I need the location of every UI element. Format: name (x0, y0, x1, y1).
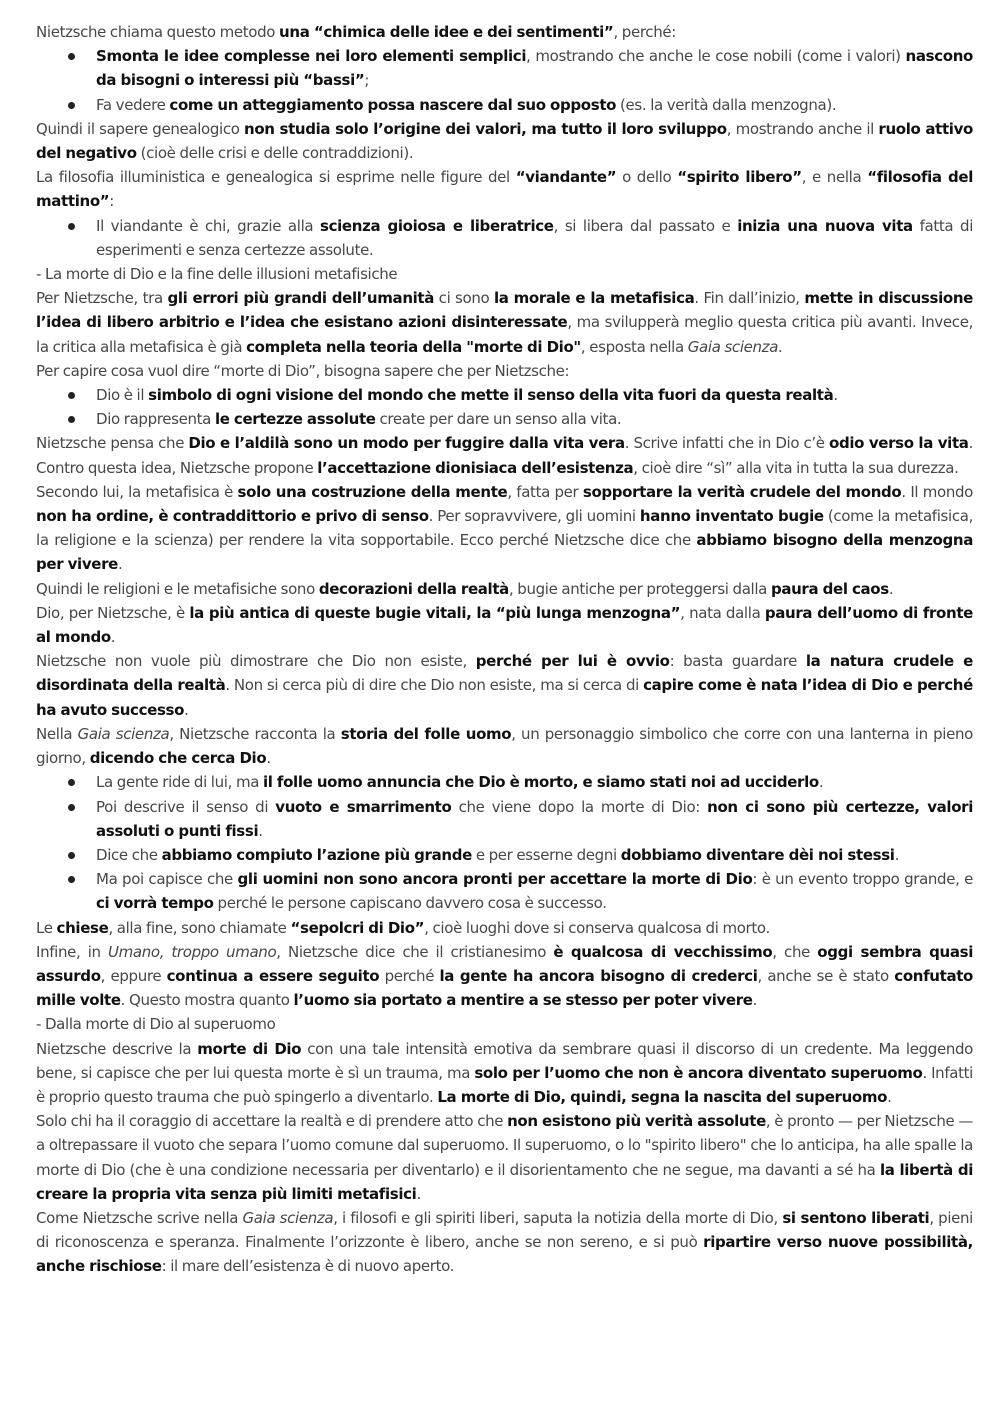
text-run: La gente ride di lui, ma (96, 773, 263, 792)
text-run: Secondo lui, la metafisica è (36, 482, 238, 501)
bullet-list (36, 214, 973, 262)
text-run: Per capire cosa vuol dire “morte di Dio”, bisogna sapere che per Nietzsche: (36, 361, 570, 380)
text-run: . (888, 579, 894, 598)
bullet-list (36, 383, 973, 431)
text-run: . (266, 749, 271, 768)
bold-text: non esistono più verità assolute (507, 1112, 766, 1131)
text-run: La filosofia illuministica e genealogica si esprime nelle figure del (36, 168, 516, 187)
text-run: - Dalla morte di Dio al superuomo (36, 1015, 276, 1034)
bold-text: odio verso la vita (828, 434, 969, 453)
bold-text: capire come è nata l’idea di Dio e perché ha avuto successo (36, 676, 973, 719)
bold-text: “sepolcri di Dio” (290, 918, 425, 937)
bold-text: si sentono liberati (782, 1208, 930, 1227)
text-run: , un personaggio simbolico che corre con una lanterna in pieno giorno, (36, 724, 973, 768)
list-item (96, 44, 973, 92)
bullet-list (36, 44, 973, 117)
paragraph (36, 577, 973, 601)
text-run: . (778, 337, 783, 356)
text-run: (cioè delle crisi e delle contraddizioni). (136, 144, 414, 163)
bold-text: dicendo che cerca Dio (89, 749, 267, 768)
bold-text: è qualcosa di vecchissimo (553, 942, 773, 961)
text-run: Dice che (96, 845, 162, 864)
text-run: . Non si cerca più di dire che Dio non esiste, ma si cerca di (225, 676, 644, 695)
text-run: Nietzsche chiama questo metodo (36, 23, 280, 41)
bold-text: l’uomo sia portato a mentire a se stesso per poter vivere (293, 991, 753, 1010)
text-run: . (833, 386, 838, 405)
bold-text: paura dell’uomo di fronte al mondo (36, 603, 973, 647)
text-run: perché le persone capiscano davvero cosa è successo. (213, 894, 607, 913)
bold-text: paura del caos (770, 579, 889, 598)
bold-text: gli errori più grandi dell’umanità (167, 289, 435, 308)
bold-text: Dio e l’aldilà sono un modo per fuggire dalla vita vera (188, 434, 625, 453)
text-run: , anche se è stato (757, 966, 895, 985)
text-run: , mostrando che anche le cose nobili (come i valori) (526, 47, 906, 66)
bold-text: una “chimica delle idee e dei sentimenti” (279, 23, 614, 41)
text-run: . Fin dall’inizio, (694, 289, 805, 308)
text-run: , perché: (613, 23, 676, 41)
text-run: . (416, 1184, 421, 1203)
bold-text: la gente ha ancora bisogno di crederci (439, 966, 758, 985)
text-run: perché (379, 966, 440, 985)
bold-text: la morale e la metafisica (493, 289, 695, 308)
paragraph (36, 1109, 973, 1206)
bold-text: “spirito libero” (677, 168, 802, 187)
bold-text: sopportare la verità crudele del mondo (582, 482, 902, 501)
text-run: (es. la verità dalla menzogna). (616, 95, 837, 114)
text-run: : basta guardare (669, 652, 806, 671)
bold-text: “viandante” (515, 168, 617, 187)
list-item (96, 214, 973, 262)
text-run: Per Nietzsche, tra (36, 289, 168, 308)
paragraph (36, 20, 973, 44)
bold-text: oggi sembra quasi assurdo (36, 942, 974, 985)
text-run: Il viandante è chi, grazie alla (96, 216, 321, 235)
list-item (96, 843, 973, 867)
text-run: Quindi il sapere genealogico (36, 119, 244, 138)
text-run: (come la metafisica, la religione e la scienza) per rendere la vita sopportabile. Ecco perché Nietzsche dice che (36, 507, 973, 550)
paragraph (36, 940, 973, 1013)
section-heading (36, 1012, 973, 1036)
paragraph (36, 1037, 973, 1110)
bold-text: perché per lui è ovvio (475, 652, 670, 671)
bold-text: La morte di Dio, quindi, segna la nascita del superuomo (437, 1087, 888, 1106)
text-run: , mostrando anche il (726, 119, 879, 138)
text-run: , si libera dal passato e (553, 216, 738, 235)
bold-text: solo per l’uomo che non è ancora diventato superuomo (474, 1063, 923, 1082)
bold-text: vuoto e smarrimento (275, 797, 452, 816)
paragraph (36, 117, 973, 165)
bold-text: non ci sono più certezze, valori assoluti o punti fissi (96, 797, 974, 840)
text-run: , è pronto — per Nietzsche — a oltrepassare il vuoto che separa l’uomo comune dal superuomo. Il superuomo, o lo "spirito libero" che lo anticipa, ha alle spalle la morte di Dio (che è una condizione necessaria per diventarlo) e il disorientamento che ne segue, ma davanti a sé ha (36, 1112, 973, 1179)
text-run: , cioè dire “sì” alla vita in tutta la sua durezza. (633, 458, 959, 477)
bold-text: inizia una nuova vita (737, 216, 913, 235)
bold-text: morte di Dio (197, 1039, 302, 1058)
paragraph (36, 722, 973, 770)
bullet-list (36, 770, 973, 915)
text-run: . (894, 845, 900, 864)
text-run: . (117, 555, 123, 574)
bold-text: abbiamo bisogno della menzogna per vivere (36, 531, 973, 574)
bold-text: la libertà di creare la propria vita senza più limiti metafisici (36, 1160, 973, 1203)
text-run: Nietzsche non vuole più dimostrare che Dio non esiste, (36, 652, 476, 671)
text-run: Poi descrive il senso di (96, 797, 276, 816)
bold-text: il folle uomo annuncia che Dio è morto, e siamo stati noi ad ucciderlo (262, 773, 819, 792)
text-run: . (818, 773, 824, 792)
text-run: , Nietzsche dice che il cristianesimo (276, 942, 554, 961)
bold-text: le certezze assolute (214, 410, 376, 429)
text-run: Ma poi capisce che (96, 870, 238, 889)
list-item (96, 407, 973, 431)
text-run: Come Nietzsche scrive nella (36, 1208, 243, 1227)
text-run: . Scrive infatti che in Dio c’è (624, 434, 829, 453)
bold-text: solo una costruzione della mente (237, 482, 508, 501)
text-run: Dio è il (96, 386, 149, 405)
text-run: ci sono (434, 289, 494, 308)
bold-text: non ha ordine, è contraddittorio e privo di senso (36, 507, 429, 526)
text-run: . (752, 991, 758, 1010)
bold-text: simbolo di ogni visione del mondo che mette il senso della vita fuori da questa realtà (148, 386, 834, 405)
text-run: . Il mondo (901, 482, 973, 501)
bold-text: storia del folle uomo (340, 724, 512, 743)
bold-text: la più antica di queste bugie vitali, la “più lunga menzogna” (189, 603, 681, 622)
italic-title: Gaia scienza (77, 724, 170, 743)
bold-text: mette in discussione l’idea di libero arbitrio e l’idea che esistano azioni disinteressate (36, 289, 973, 332)
bold-text: non studia solo l’origine dei valori, ma tutto il loro sviluppo (244, 119, 727, 138)
text-run: , alla fine, sono chiamate (108, 918, 291, 937)
italic-title: Gaia scienza (242, 1208, 334, 1227)
text-run: . Infatti è proprio questo trauma che può spingerlo a diventarlo. (36, 1063, 973, 1106)
text-run: Nietzsche pensa che (36, 434, 189, 453)
text-run: , e nella (801, 168, 868, 187)
bold-text: decorazioni della realtà (318, 579, 509, 598)
bold-text: l’accettazione dionisiaca dell’esistenza (317, 458, 634, 477)
bold-text: scienza gioiosa e liberatrice (320, 216, 554, 235)
text-run: Dio, per Nietzsche, è (36, 603, 190, 622)
text-run: o dello (616, 168, 678, 187)
list-item (96, 383, 973, 407)
bold-text: dobbiamo diventare dèi noi stessi (620, 845, 895, 864)
text-run: , eppure (100, 966, 167, 985)
text-run: Nietzsche descrive la (36, 1039, 198, 1058)
list-item (96, 867, 973, 915)
bold-text: “filosofia del mattino” (36, 168, 974, 211)
section-heading (36, 262, 973, 286)
text-run: , bugie antiche per proteggersi dalla (508, 579, 771, 598)
text-run: create per dare un senso alla vita. (375, 410, 622, 429)
text-run: , cioè luoghi dove si conserva qualcosa di morto. (424, 918, 770, 937)
paragraph (36, 649, 973, 722)
text-run: . (887, 1087, 892, 1106)
text-run: Le (36, 918, 57, 937)
text-run: , Nietzsche racconta la (169, 724, 341, 743)
text-run: . (184, 700, 189, 719)
text-run: , nata dalla (680, 603, 765, 622)
italic-title: Umano, troppo umano (107, 942, 277, 961)
text-run: ; (364, 71, 370, 90)
text-run: che viene dopo la morte di Dio: (451, 797, 708, 816)
bold-text: completa nella teoria della "morte di Dio" (246, 337, 581, 356)
paragraph (36, 1206, 973, 1279)
italic-title: Gaia scienza (687, 337, 779, 356)
text-run: Fa vedere (96, 95, 170, 114)
list-item (96, 795, 973, 843)
bold-text: nascono da bisogni o interessi più “bassi” (96, 47, 974, 90)
text-run: fatta di esperimenti e senza certezze assolute. (96, 216, 974, 259)
bold-text: ci vorrà tempo (96, 894, 214, 913)
paragraph (36, 286, 973, 359)
text-run: Quindi le religioni e le metafisiche sono (36, 579, 319, 598)
text-run: - La morte di Dio e la fine delle illusioni metafisiche (36, 265, 398, 284)
list-item (96, 93, 973, 117)
bold-text: confutato mille volte (36, 966, 973, 1010)
bold-text: gli uomini non sono ancora pronti per accettare la morte di Dio (237, 870, 753, 889)
bold-text: la natura crudele e disordinata della realtà (36, 652, 973, 695)
bold-text: ruolo attivo del negativo (36, 119, 973, 163)
bold-text: come un atteggiamento possa nascere dal suo opposto (169, 95, 617, 114)
bold-text: abbiamo compiuto l’azione più grande (161, 845, 472, 864)
text-run: : (109, 192, 114, 211)
text-run: con una tale intensità emotiva da sembrare quasi il discorso di un credente. Ma leggendo bene, si capisce che per lui questa morte è sì un trauma, ma (36, 1039, 974, 1082)
bold-text: ripartire verso nuove possibilità, anche rischiose (36, 1233, 973, 1276)
text-run: . (258, 821, 263, 840)
text-run: . Per sopravvivere, gli uomini (428, 507, 640, 526)
bold-text: hanno inventato bugie (639, 507, 824, 526)
bold-text: Smonta le idee complesse nei loro elementi semplici (96, 47, 527, 66)
text-run: , i filosofi e gli spiriti liberi, saputa la notizia della morte di Dio, (333, 1208, 783, 1227)
paragraph (36, 916, 973, 940)
list-item (96, 770, 973, 794)
text-run: , pieni di riconoscenza e speranza. Finalmente l’orizzonte è libero, anche se non sereno, e si può (36, 1208, 973, 1252)
text-run: : è un evento troppo grande, e (752, 870, 974, 889)
text-run: Nella (36, 724, 78, 743)
paragraph (36, 359, 973, 383)
text-run: , fatta per (507, 482, 583, 501)
bold-text: chiese (56, 918, 109, 937)
text-run: , ma svilupperà meglio questa critica più avanti. Invece, la critica alla metafisica è già (36, 313, 973, 356)
text-run: . Questo mostra quanto (120, 991, 294, 1010)
text-run: : il mare dell’esistenza è di nuovo aperto. (161, 1257, 455, 1276)
text-run: Dio rappresenta (96, 410, 215, 429)
text-run: Solo chi ha il coraggio di accettare la realtà e di prendere atto che (36, 1112, 508, 1131)
paragraph (36, 165, 973, 213)
text-run: . Contro questa idea, Nietzsche propone (36, 434, 973, 477)
text-run: , che (772, 942, 818, 961)
text-run: . (110, 628, 116, 647)
text-run: , esposta nella (580, 337, 688, 356)
paragraph (36, 431, 973, 479)
paragraph (36, 480, 973, 577)
text-run: e per esserne degni (471, 845, 621, 864)
bold-text: continua a essere seguito (166, 966, 380, 985)
text-run: Infine, in (36, 942, 108, 961)
paragraph (36, 601, 973, 649)
